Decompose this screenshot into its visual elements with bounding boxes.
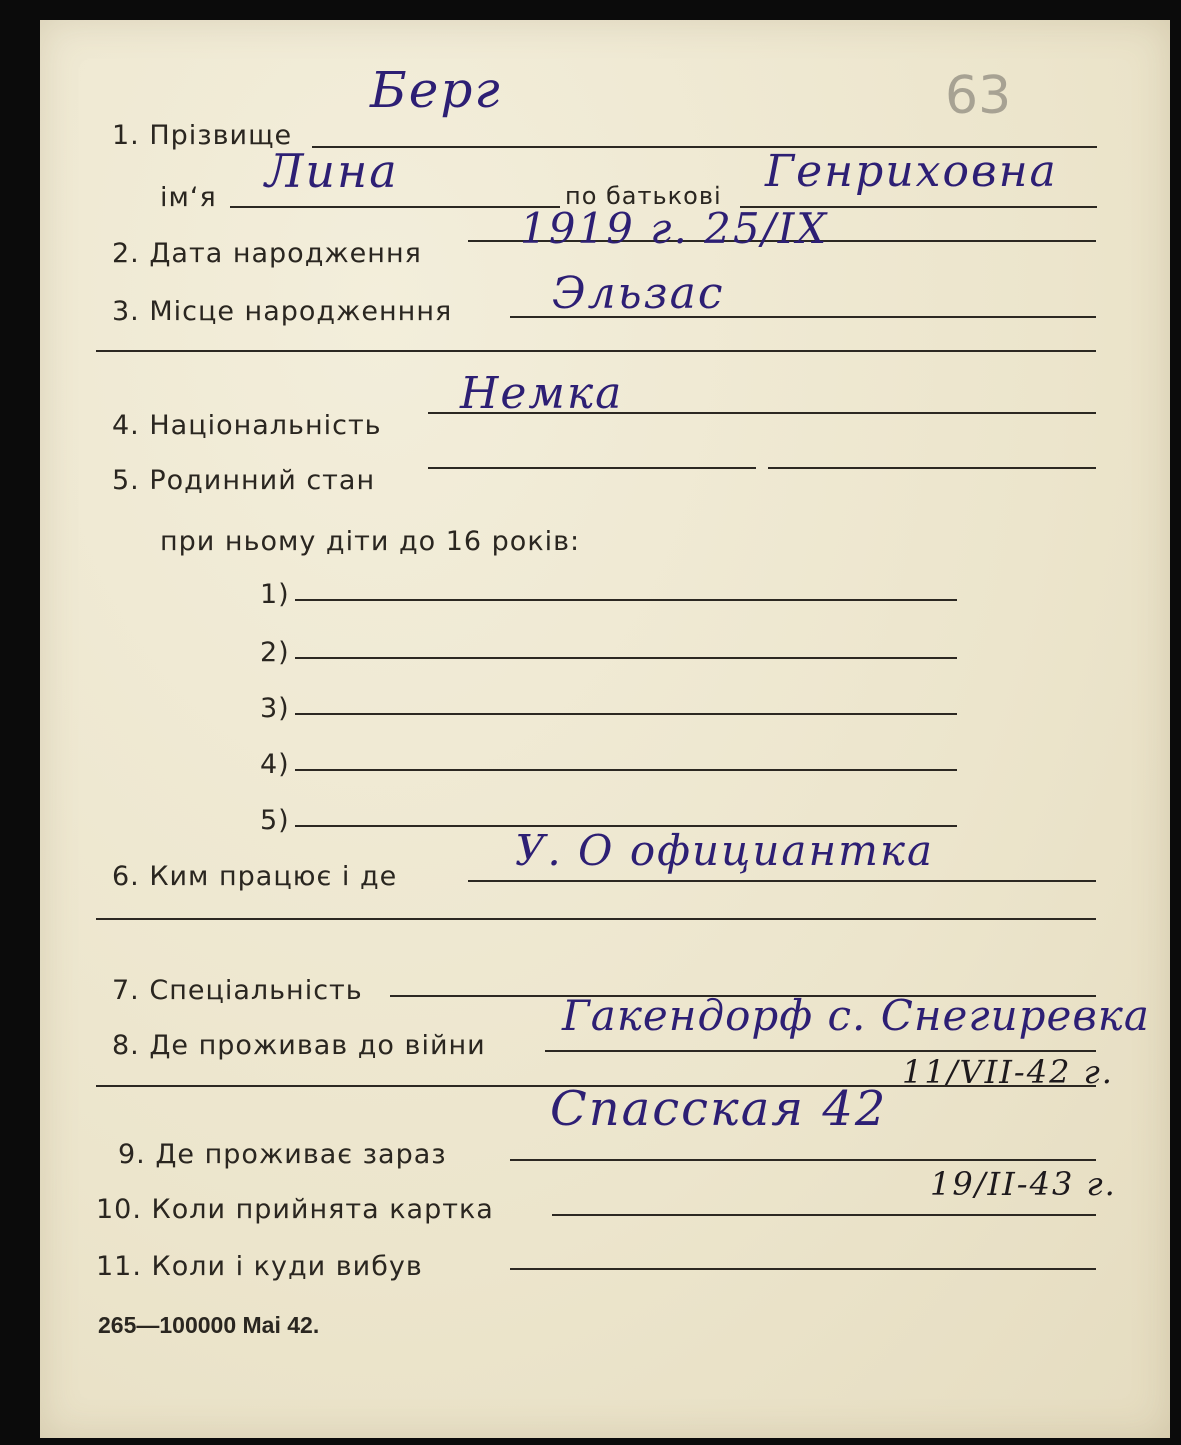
child-line-2 (295, 657, 957, 659)
departure-line (510, 1268, 1096, 1270)
departure-label: 11. Коли і куди вибув (96, 1251, 423, 1282)
print-code: 265—100000 Mai 42. (98, 1312, 320, 1338)
first-name-value: Лина (265, 144, 399, 198)
prewar-residence-line (545, 1050, 1096, 1052)
prewar-residence-label: 8. Де проживав до війни (112, 1030, 486, 1061)
marital-status-label: 5. Родинний стан (112, 465, 376, 496)
work-label: 6. Ким працює і де (112, 861, 398, 892)
current-residence-value: Спасская 42 (550, 1081, 888, 1137)
nationality-value: Немка (460, 368, 624, 419)
child-slot-5: 5) (260, 805, 290, 836)
child-slot-4: 4) (260, 749, 290, 780)
child-slot-1: 1) (260, 579, 290, 610)
birth-date-value: 1919 г. 25/IX (520, 204, 829, 253)
prewar-residence-date: 11/VII-42 г. (902, 1053, 1114, 1091)
surname-value: Берг (370, 61, 502, 119)
first-name-label: ім‘я (160, 182, 217, 213)
card-accepted-value: 19/II-43 г. (930, 1165, 1117, 1203)
child-line-3 (295, 713, 957, 715)
archive-number: 63 (945, 66, 1012, 126)
first-name-line (230, 206, 560, 208)
surname-label: 1. Прізвище (112, 120, 293, 151)
birth-place-value: Эльзас (552, 268, 725, 319)
marital-status-line-2 (768, 467, 1096, 469)
children-label: при ньому діти до 16 років: (160, 526, 581, 557)
current-residence-line (510, 1159, 1096, 1161)
child-slot-3: 3) (260, 693, 290, 724)
nationality-label: 4. Національність (112, 410, 382, 441)
work-value: У. О официантка (515, 826, 935, 875)
speciality-label: 7. Спеціальність (112, 975, 363, 1006)
birth-place-label: 3. Місце народженння (112, 296, 453, 327)
work-line-2 (96, 918, 1096, 920)
child-slot-2: 2) (260, 637, 290, 668)
birth-place-line-2 (96, 350, 1096, 352)
prewar-residence-value: Гакендорф с. Снегиревка (562, 991, 1150, 1040)
patronymic-label: по батькові (565, 182, 722, 210)
current-residence-label: 9. Де проживає зараз (118, 1139, 447, 1170)
birth-date-label: 2. Дата народження (112, 238, 422, 269)
child-line-1 (295, 599, 957, 601)
work-line (468, 880, 1096, 882)
card-accepted-line (552, 1214, 1096, 1216)
marital-status-line (428, 467, 756, 469)
child-line-4 (295, 769, 957, 771)
registration-card (40, 20, 1170, 1438)
patronymic-value: Генриховна (765, 146, 1058, 197)
card-accepted-label: 10. Коли прийнята картка (96, 1194, 494, 1225)
